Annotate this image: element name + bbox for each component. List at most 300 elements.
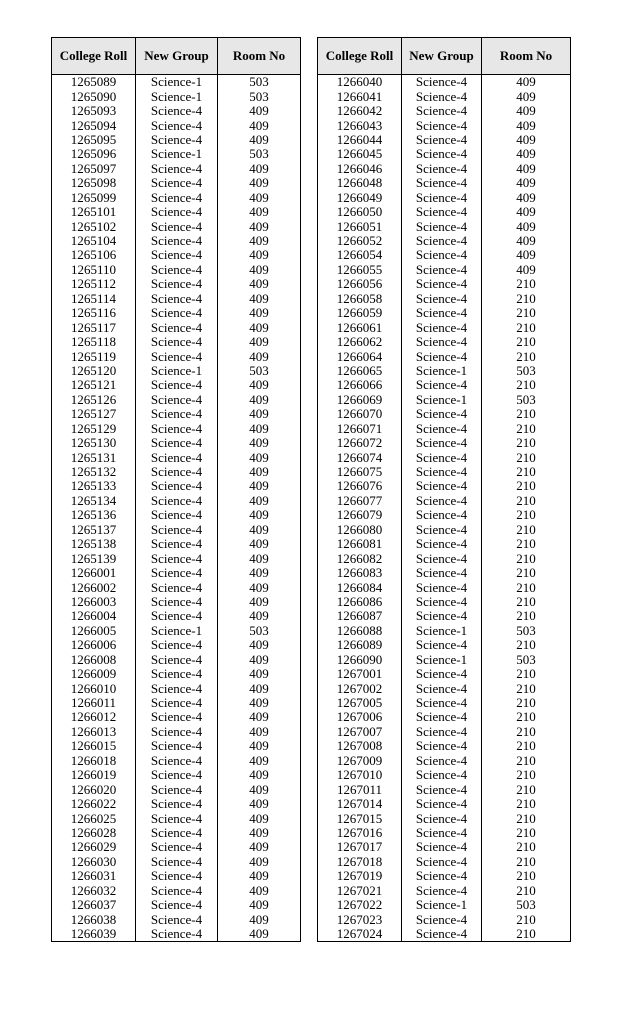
college-roll-cell: 1265101 (52, 205, 136, 219)
college-roll-cell: 1266066 (318, 378, 402, 392)
table-row (318, 840, 571, 854)
room-no-cell: 210 (482, 422, 571, 436)
new-group-cell: Science-4 (402, 768, 482, 782)
room-no-cell: 210 (482, 754, 571, 768)
room-no-cell: 409 (218, 537, 301, 551)
new-group-cell: Science-4 (402, 75, 482, 90)
college-roll-cell: 1265139 (52, 551, 136, 565)
college-roll-cell: 1266086 (318, 595, 402, 609)
room-no-cell: 409 (482, 118, 571, 132)
header-new-group: New Group (136, 38, 218, 75)
table-row (318, 653, 571, 667)
header-college-roll: College Roll (52, 38, 136, 75)
table-row (52, 710, 301, 724)
table-row (52, 378, 301, 392)
room-no-cell: 210 (482, 580, 571, 594)
college-roll-cell: 1266038 (52, 912, 136, 926)
room-no-cell: 409 (218, 869, 301, 883)
room-no-cell: 409 (218, 176, 301, 190)
room-no-cell: 409 (218, 479, 301, 493)
new-group-cell: Science-4 (402, 840, 482, 854)
new-group-cell: Science-4 (402, 133, 482, 147)
table-row (52, 248, 301, 262)
table-row (52, 104, 301, 118)
college-roll-cell: 1266054 (318, 248, 402, 262)
table-row (318, 580, 571, 594)
college-roll-cell: 1266083 (318, 566, 402, 580)
table-row (318, 450, 571, 464)
room-no-cell: 409 (482, 89, 571, 103)
table-row (318, 335, 571, 349)
table-row (318, 248, 571, 262)
college-roll-cell: 1266081 (318, 537, 402, 551)
new-group-cell: Science-4 (402, 234, 482, 248)
new-group-cell: Science-4 (136, 436, 218, 450)
room-no-cell: 409 (218, 349, 301, 363)
college-roll-cell: 1266039 (52, 927, 136, 942)
table-row (52, 306, 301, 320)
room-no-cell: 210 (482, 566, 571, 580)
room-no-cell: 409 (482, 205, 571, 219)
college-roll-cell: 1266071 (318, 422, 402, 436)
table-row (318, 147, 571, 161)
college-roll-cell: 1266050 (318, 205, 402, 219)
table-row (318, 162, 571, 176)
college-roll-cell: 1266025 (52, 811, 136, 825)
table-row (318, 176, 571, 190)
room-no-cell: 210 (482, 696, 571, 710)
room-no-cell: 409 (218, 320, 301, 334)
room-no-cell: 210 (482, 494, 571, 508)
table-row (52, 118, 301, 132)
new-group-cell: Science-4 (402, 927, 482, 942)
new-group-cell: Science-4 (136, 320, 218, 334)
table-row (52, 754, 301, 768)
college-roll-cell: 1266089 (318, 638, 402, 652)
new-group-cell: Science-4 (136, 537, 218, 551)
new-group-cell: Science-4 (136, 768, 218, 782)
table-row (318, 306, 571, 320)
new-group-cell: Science-4 (402, 782, 482, 796)
room-no-cell: 409 (218, 407, 301, 421)
room-no-cell: 210 (482, 855, 571, 869)
new-group-cell: Science-4 (402, 450, 482, 464)
room-no-cell: 503 (482, 364, 571, 378)
college-roll-cell: 1267014 (318, 797, 402, 811)
table-row (318, 638, 571, 652)
room-no-cell: 409 (218, 653, 301, 667)
new-group-cell: Science-4 (136, 219, 218, 233)
college-roll-cell: 1265098 (52, 176, 136, 190)
new-group-cell: Science-4 (402, 797, 482, 811)
table-row (52, 89, 301, 103)
college-roll-cell: 1266082 (318, 551, 402, 565)
room-no-cell: 409 (218, 855, 301, 869)
room-no-cell: 210 (482, 436, 571, 450)
room-no-cell: 210 (482, 725, 571, 739)
new-group-cell: Science-4 (402, 277, 482, 291)
new-group-cell: Science-4 (136, 422, 218, 436)
new-group-cell: Science-4 (136, 479, 218, 493)
new-group-cell: Science-4 (136, 782, 218, 796)
new-group-cell: Science-1 (136, 89, 218, 103)
new-group-cell: Science-4 (402, 422, 482, 436)
new-group-cell: Science-4 (402, 176, 482, 190)
header-room-no: Room No (482, 38, 571, 75)
room-no-cell: 210 (482, 927, 571, 942)
new-group-cell: Science-4 (402, 710, 482, 724)
college-roll-cell: 1266001 (52, 566, 136, 580)
table-row (318, 667, 571, 681)
room-no-cell: 409 (218, 898, 301, 912)
college-roll-cell: 1267018 (318, 855, 402, 869)
college-roll-cell: 1266059 (318, 306, 402, 320)
room-no-cell: 210 (482, 912, 571, 926)
new-group-cell: Science-4 (136, 407, 218, 421)
new-group-cell: Science-4 (136, 277, 218, 291)
college-roll-cell: 1265094 (52, 118, 136, 132)
new-group-cell: Science-4 (402, 638, 482, 652)
new-group-cell: Science-4 (136, 508, 218, 522)
table-row (318, 234, 571, 248)
table-row (318, 277, 571, 291)
new-group-cell: Science-4 (136, 118, 218, 132)
table-row (52, 263, 301, 277)
new-group-cell: Science-4 (402, 884, 482, 898)
new-group-cell: Science-4 (136, 162, 218, 176)
table-row (318, 826, 571, 840)
college-roll-cell: 1266061 (318, 320, 402, 334)
table-row (318, 855, 571, 869)
table-row (52, 176, 301, 190)
room-no-cell: 409 (482, 75, 571, 90)
new-group-cell: Science-4 (402, 566, 482, 580)
room-no-cell: 409 (482, 147, 571, 161)
room-no-cell: 210 (482, 465, 571, 479)
new-group-cell: Science-1 (402, 898, 482, 912)
college-roll-cell: 1265099 (52, 191, 136, 205)
table-row (52, 869, 301, 883)
college-roll-cell: 1266028 (52, 826, 136, 840)
new-group-cell: Science-4 (402, 89, 482, 103)
college-roll-cell: 1266088 (318, 624, 402, 638)
college-roll-cell: 1266037 (52, 898, 136, 912)
new-group-cell: Science-4 (136, 378, 218, 392)
new-group-cell: Science-4 (402, 436, 482, 450)
table-row (52, 782, 301, 796)
new-group-cell: Science-4 (136, 335, 218, 349)
table-row (52, 696, 301, 710)
room-no-cell: 409 (218, 609, 301, 623)
table-row (52, 465, 301, 479)
room-no-cell: 503 (218, 624, 301, 638)
new-group-cell: Science-4 (136, 826, 218, 840)
college-roll-cell: 1265137 (52, 523, 136, 537)
new-group-cell: Science-4 (136, 306, 218, 320)
table-row (318, 811, 571, 825)
table-row (318, 725, 571, 739)
room-no-cell: 409 (482, 133, 571, 147)
room-no-cell: 503 (482, 898, 571, 912)
college-roll-cell: 1266012 (52, 710, 136, 724)
new-group-cell: Science-4 (136, 176, 218, 190)
room-no-cell: 409 (218, 667, 301, 681)
table-row (52, 292, 301, 306)
room-no-cell: 409 (218, 523, 301, 537)
new-group-cell: Science-4 (402, 551, 482, 565)
new-group-cell: Science-4 (402, 696, 482, 710)
new-group-cell: Science-4 (402, 725, 482, 739)
college-roll-cell: 1266072 (318, 436, 402, 450)
room-no-cell: 210 (482, 667, 571, 681)
table-row (318, 754, 571, 768)
college-roll-cell: 1267006 (318, 710, 402, 724)
table-row (318, 566, 571, 580)
room-no-cell: 210 (482, 840, 571, 854)
college-roll-cell: 1265116 (52, 306, 136, 320)
room-no-cell: 409 (218, 450, 301, 464)
new-group-cell: Science-4 (136, 797, 218, 811)
college-roll-cell: 1265138 (52, 537, 136, 551)
room-no-cell: 409 (218, 551, 301, 565)
college-roll-cell: 1267007 (318, 725, 402, 739)
new-group-cell: Science-1 (136, 147, 218, 161)
room-no-cell: 210 (482, 450, 571, 464)
college-roll-cell: 1266051 (318, 219, 402, 233)
college-roll-cell: 1266019 (52, 768, 136, 782)
room-no-cell: 210 (482, 523, 571, 537)
table-row (318, 133, 571, 147)
table-row (318, 898, 571, 912)
new-group-cell: Science-1 (402, 653, 482, 667)
new-group-cell: Science-4 (402, 248, 482, 262)
new-group-cell: Science-4 (136, 653, 218, 667)
college-roll-cell: 1266005 (52, 624, 136, 638)
new-group-cell: Science-4 (136, 898, 218, 912)
table-row (318, 191, 571, 205)
college-roll-cell: 1265134 (52, 494, 136, 508)
college-roll-cell: 1267019 (318, 869, 402, 883)
new-group-cell: Science-4 (402, 147, 482, 161)
room-no-cell: 210 (482, 797, 571, 811)
room-no-cell: 409 (218, 104, 301, 118)
room-no-cell: 409 (218, 782, 301, 796)
room-no-cell: 210 (482, 609, 571, 623)
new-group-cell: Science-4 (136, 205, 218, 219)
table-row (52, 450, 301, 464)
new-group-cell: Science-4 (402, 378, 482, 392)
table-row (318, 710, 571, 724)
new-group-cell: Science-4 (136, 523, 218, 537)
table-row (52, 162, 301, 176)
room-no-cell: 409 (218, 754, 301, 768)
college-roll-cell: 1266042 (318, 104, 402, 118)
new-group-cell: Science-1 (136, 75, 218, 90)
room-no-cell: 210 (482, 508, 571, 522)
college-roll-cell: 1266044 (318, 133, 402, 147)
college-roll-cell: 1265106 (52, 248, 136, 262)
new-group-cell: Science-4 (402, 306, 482, 320)
room-no-cell: 409 (218, 638, 301, 652)
college-roll-cell: 1266032 (52, 884, 136, 898)
room-no-cell: 210 (482, 884, 571, 898)
new-group-cell: Science-4 (136, 927, 218, 942)
room-no-cell: 210 (482, 595, 571, 609)
college-roll-cell: 1266046 (318, 162, 402, 176)
new-group-cell: Science-4 (402, 609, 482, 623)
new-group-cell: Science-4 (136, 638, 218, 652)
table-row (52, 797, 301, 811)
room-no-cell: 210 (482, 551, 571, 565)
table-row (52, 479, 301, 493)
new-group-cell: Science-4 (136, 465, 218, 479)
room-no-cell: 503 (218, 364, 301, 378)
header-row (52, 38, 301, 75)
table-row (318, 422, 571, 436)
room-no-cell: 409 (218, 508, 301, 522)
new-group-cell: Science-4 (136, 710, 218, 724)
new-group-cell: Science-4 (402, 580, 482, 594)
college-roll-cell: 1265096 (52, 147, 136, 161)
room-no-cell: 409 (218, 840, 301, 854)
table-row (52, 436, 301, 450)
table-row (52, 912, 301, 926)
room-no-cell: 409 (482, 176, 571, 190)
new-group-cell: Science-4 (402, 162, 482, 176)
new-group-cell: Science-4 (136, 494, 218, 508)
college-roll-cell: 1266074 (318, 450, 402, 464)
college-roll-cell: 1267016 (318, 826, 402, 840)
table-row (52, 219, 301, 233)
table-row (52, 523, 301, 537)
college-roll-cell: 1267021 (318, 884, 402, 898)
room-no-cell: 210 (482, 349, 571, 363)
college-roll-cell: 1265093 (52, 104, 136, 118)
college-roll-cell: 1266056 (318, 277, 402, 291)
table-row (52, 840, 301, 854)
room-no-cell: 210 (482, 710, 571, 724)
room-no-cell: 409 (218, 292, 301, 306)
room-no-cell: 409 (482, 162, 571, 176)
college-roll-cell: 1265118 (52, 335, 136, 349)
new-group-cell: Science-4 (136, 450, 218, 464)
table-row (52, 609, 301, 623)
table-row (318, 118, 571, 132)
college-roll-cell: 1267005 (318, 696, 402, 710)
table-row (52, 335, 301, 349)
new-group-cell: Science-1 (136, 624, 218, 638)
new-group-cell: Science-4 (136, 566, 218, 580)
table-row (318, 436, 571, 450)
room-no-cell: 409 (482, 234, 571, 248)
college-roll-cell: 1265127 (52, 407, 136, 421)
college-roll-cell: 1266077 (318, 494, 402, 508)
room-no-cell: 409 (218, 696, 301, 710)
college-roll-cell: 1265132 (52, 465, 136, 479)
college-roll-cell: 1265117 (52, 320, 136, 334)
room-no-cell: 409 (218, 205, 301, 219)
new-group-cell: Science-4 (402, 191, 482, 205)
college-roll-cell: 1266031 (52, 869, 136, 883)
college-roll-cell: 1265110 (52, 263, 136, 277)
college-roll-cell: 1266003 (52, 595, 136, 609)
room-no-cell: 409 (218, 580, 301, 594)
room-no-cell: 210 (482, 739, 571, 753)
college-roll-cell: 1265119 (52, 349, 136, 363)
new-group-cell: Science-4 (402, 754, 482, 768)
college-roll-cell: 1267002 (318, 681, 402, 695)
table-row (318, 912, 571, 926)
room-no-cell: 409 (218, 681, 301, 695)
new-group-cell: Science-4 (402, 869, 482, 883)
table-row (318, 927, 571, 942)
room-no-cell: 409 (218, 912, 301, 926)
table-row (52, 537, 301, 551)
table-row (318, 681, 571, 695)
new-group-cell: Science-4 (402, 595, 482, 609)
room-no-cell: 409 (482, 219, 571, 233)
new-group-cell: Science-4 (402, 667, 482, 681)
new-group-cell: Science-4 (402, 292, 482, 306)
room-no-cell: 409 (218, 219, 301, 233)
room-no-cell: 409 (218, 162, 301, 176)
new-group-cell: Science-4 (136, 191, 218, 205)
table-row (52, 147, 301, 161)
table-row (52, 133, 301, 147)
room-no-cell: 503 (482, 624, 571, 638)
new-group-cell: Science-4 (136, 912, 218, 926)
room-no-cell: 210 (482, 277, 571, 291)
table-row (318, 320, 571, 334)
roll-table-right (317, 37, 571, 942)
table-row (318, 393, 571, 407)
college-roll-cell: 1266006 (52, 638, 136, 652)
table-row (52, 927, 301, 942)
college-roll-cell: 1266069 (318, 393, 402, 407)
new-group-cell: Science-1 (136, 364, 218, 378)
new-group-cell: Science-4 (136, 725, 218, 739)
college-roll-cell: 1266049 (318, 191, 402, 205)
table-row (318, 364, 571, 378)
college-roll-cell: 1265112 (52, 277, 136, 291)
new-group-cell: Science-4 (136, 884, 218, 898)
new-group-cell: Science-4 (402, 465, 482, 479)
college-roll-cell: 1266045 (318, 147, 402, 161)
college-roll-cell: 1267017 (318, 840, 402, 854)
room-no-cell: 409 (218, 797, 301, 811)
table-row (318, 696, 571, 710)
college-roll-cell: 1266079 (318, 508, 402, 522)
college-roll-cell: 1266008 (52, 653, 136, 667)
new-group-cell: Science-4 (136, 696, 218, 710)
table-row (52, 422, 301, 436)
new-group-cell: Science-4 (136, 133, 218, 147)
new-group-cell: Science-4 (402, 479, 482, 493)
college-roll-cell: 1265120 (52, 364, 136, 378)
room-no-cell: 210 (482, 407, 571, 421)
college-roll-cell: 1266070 (318, 407, 402, 421)
college-roll-cell: 1266090 (318, 653, 402, 667)
room-no-cell: 409 (218, 826, 301, 840)
room-no-cell: 503 (218, 75, 301, 90)
table-row (318, 884, 571, 898)
college-roll-cell: 1266084 (318, 580, 402, 594)
new-group-cell: Science-4 (402, 739, 482, 753)
table-row (52, 681, 301, 695)
room-no-cell: 409 (218, 465, 301, 479)
new-group-cell: Science-4 (402, 219, 482, 233)
room-no-cell: 409 (218, 566, 301, 580)
